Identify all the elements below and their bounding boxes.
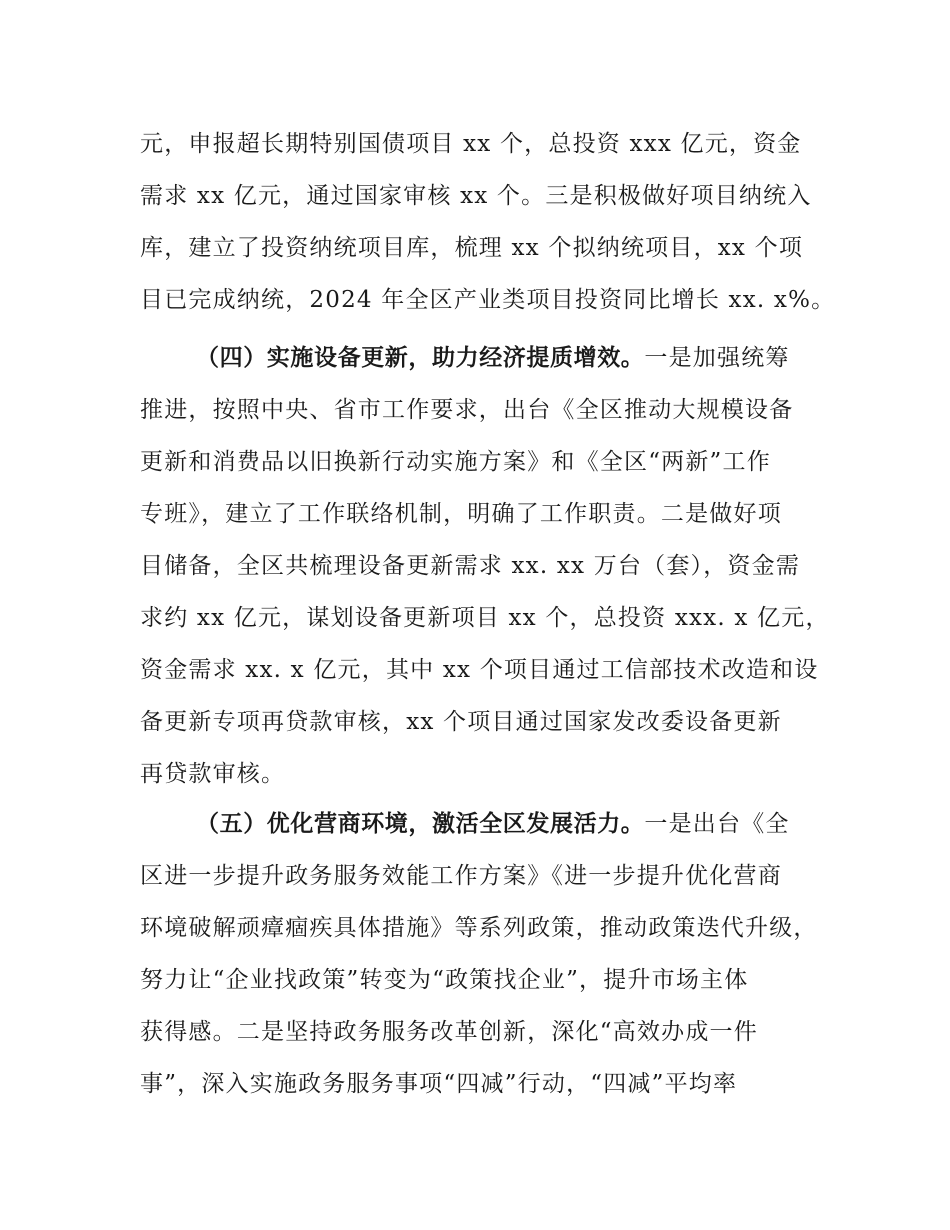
text-line: 获得感。二是坚持政务服务改革创新，深化“高效办成一件 [140, 1019, 758, 1045]
section-heading-four: （四）实施设备更新，助力经济提质增效。 [196, 345, 645, 371]
text-line: 资金需求 xx. x 亿元，其中 xx 个项目通过工信部技术改造和设 [140, 657, 819, 683]
paragraph-business-environment [140, 798, 820, 1110]
text-line: 目已完成纳统，2024 年全区产业类项目投资同比增长 xx. x%。 [140, 287, 836, 313]
text-line: 再贷款审核。 [140, 761, 286, 787]
paragraph-equipment-renewal [140, 332, 830, 800]
text-line-rest: 一是出台《全 [644, 811, 790, 837]
text-line-rest: 一是加强统筹 [644, 345, 790, 371]
text-line: 努力让“企业找政策”转变为“政策找企业”，提升市场主体 [140, 967, 749, 993]
text-line: 专班》，建立了工作联络机制，明确了工作职责。二是做好项 [140, 501, 782, 527]
text-line: 环境破解顽瘴痼疾具体措施》等系列政策，推动政策迭代升级， [140, 915, 818, 941]
text-line: 元，申报超长期特别国债项目 xx 个，总投资 xxx 亿元，资金 [140, 131, 802, 157]
text-line: 目储备，全区共梳理设备更新需求 xx. xx 万台（套），资金需 [140, 553, 801, 579]
text-line: 事”，深入实施政务服务事项“四减”行动，“四减”平均率 [140, 1071, 738, 1097]
text-line-first [140, 798, 820, 850]
text-line-first [140, 332, 820, 384]
text-line: 更新和消费品以旧换新行动实施方案》和《全区“两新”工作 [140, 449, 771, 475]
section-heading-five: （五）优化营商环境，激活全区发展活力。 [196, 811, 645, 837]
paragraph-investment-projects [140, 118, 836, 326]
text-line: 备更新专项再贷款审核，xx 个项目通过国家发改委设备更新 [140, 709, 782, 735]
text-line: 区进一步提升政务服务效能工作方案》《进一步提升优化营商 [140, 863, 782, 889]
text-line: 库，建立了投资纳统项目库，梳理 xx 个拟纳统项目，xx 个项 [140, 235, 804, 261]
text-line: 推进，按照中央、省市工作要求，出台《全区推动大规模设备 [140, 397, 794, 423]
text-line: 需求 xx 亿元，通过国家审核 xx 个。三是积极做好项目纳统入 [140, 183, 812, 209]
text-line: 求约 xx 亿元，谋划设备更新项目 xx 个，总投资 xxx. x 亿元， [140, 605, 830, 631]
